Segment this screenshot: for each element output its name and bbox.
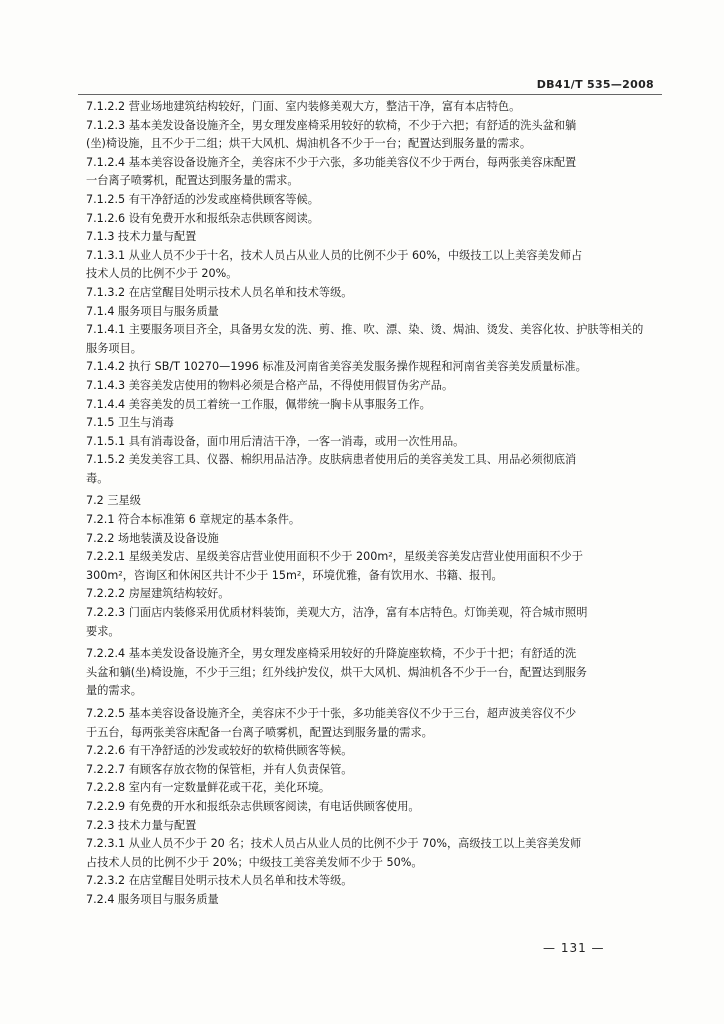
text-line: 7.1.5.1 具有消毒设备，面巾用后清洁干净，一客一消毒，或用一次性用品。 <box>86 434 465 448</box>
section-heading: 7.1.5 卫生与消毒 <box>86 416 174 430</box>
text-line: 7.1.3.1 从业人员不少于十名，技术人员占从业人员的比例不少于 60%，中级技工以上美容美发师占 <box>86 248 583 262</box>
text-line: 7.2.3.1 从业人员不少于 20 名；技术人员占从业人员的比例不少于 70%，高级技工以上美容美发师 <box>86 837 582 851</box>
text-line: 7.1.2.2 营业场地建筑结构较好，门面、室内装修美观大方，整洁干净，富有本店特色。 <box>86 100 521 113</box>
text-line: 7.2.2.7 有顾客存放衣物的保管柜，并有人负责保管。 <box>86 762 353 776</box>
text-line: 7.2.2.2 房屋建筑结构较好。 <box>86 587 230 601</box>
text-line: (坐)椅设施，且不少于二组；烘干大风机、焗油机各不少于一台；配置达到服务量的需求。 <box>86 137 532 151</box>
text-line: 7.2.2.6 有干净舒适的沙发或较好的软椅供顾客等候。 <box>86 744 353 758</box>
text-line: 7.2.2.1 星级美发店、星级美容店营业使用面积不少于 200m²，星级美容美发店营业使用面积不少于 <box>86 550 583 564</box>
document-code-header: DB41/T 535—2008 <box>536 78 654 91</box>
text-line: 7.1.5.2 美发美容工具、仪器、棉织用品洁净。皮肤病患者使用后的美容美发工具、用品必须彻底消 <box>86 453 577 467</box>
text-line: 技术人员的比例不少于 20%。 <box>86 267 238 281</box>
text-line: 要求。 <box>86 624 120 638</box>
text-line: 一台离子喷雾机，配置达到服务量的需求。 <box>86 174 299 188</box>
section-heading: 7.2 三星级 <box>86 494 141 508</box>
section-heading: 7.2.2 场地装潢及设备设施 <box>86 531 219 545</box>
text-line: 7.1.2.3 基本美发设备设施齐全，男女理发座椅采用较好的软椅，不少于六把；有舒适的洗头盆和躺 <box>86 118 577 132</box>
section-heading: 7.2.4 服务项目与服务质量 <box>86 892 219 906</box>
text-line: 7.2.2.4 基本美发设备设施齐全，男女理发座椅采用较好的升降旋座软椅，不少于十把；有舒适的洗 <box>86 647 577 661</box>
text-line: 7.2.2.9 有免费的开水和报纸杂志供顾客阅读，有电话供顾客使用。 <box>86 799 420 813</box>
text-line: 7.2.2.8 室内有一定数量鲜花或干花，美化环境。 <box>86 781 331 795</box>
text-line: 7.1.4.2 执行 SB/T 10270—1996 标准及河南省美容美发服务操作规程和河南省美容美发质量标准。 <box>86 360 587 374</box>
text-line: 7.1.4.4 美容美发的员工着统一工作服，佩带统一胸卡从事服务工作。 <box>86 397 431 411</box>
text-line: 7.1.2.6 设有免费开水和报纸杂志供顾客阅读。 <box>86 211 319 225</box>
text-line: 于五台，每两张美容床配备一台离子喷雾机，配置达到服务量的需求。 <box>86 725 433 739</box>
text-line: 占技术人员的比例不少于 20%；中级技工美容美发师不少于 50%。 <box>86 855 423 869</box>
text-line: 7.2.2.5 基本美容设备设施齐全，美容床不少于十张，多功能美容仪不少于三台，超声波美容仪不少 <box>86 707 577 720</box>
text-line: 7.2.2.3 门面店内装修采用优质材料装饰，美观大方，洁净，富有本店特色。灯饰美观，符合城市照明 <box>86 606 588 620</box>
text-line: 量的需求。 <box>86 684 142 698</box>
text-line: 7.1.2.4 基本美容设备设施齐全，美容床不少于六张，多功能美容仪不少于两台，每两张美容床配置 <box>86 155 577 169</box>
page-number: — 131 — <box>543 941 605 955</box>
text-line: 7.1.4.3 美容美发店使用的物料必须是合格产品，不得使用假冒伪劣产品。 <box>86 378 454 392</box>
section-heading: 7.1.3 技术力量与配置 <box>86 230 197 244</box>
section-heading: 7.2.3 技术力量与配置 <box>86 818 197 832</box>
text-line: 毒。 <box>86 471 109 485</box>
text-line: 7.1.2.5 有干净舒适的沙发或座椅供顾客等候。 <box>86 192 319 206</box>
text-line: 7.2.3.2 在店堂醒目处明示技术人员名单和技术等级。 <box>86 874 353 888</box>
header-rule <box>78 94 662 95</box>
text-line: 7.1.3.2 在店堂醒目处明示技术人员名单和技术等级。 <box>86 285 353 299</box>
text-line: 7.1.4.1 主要服务项目齐全，具备男女发的洗、剪、推、吹、漂、染、烫、焗油、烫发、美容化妆、护肤等相关的 <box>86 323 644 337</box>
section-heading: 7.1.4 服务项目与服务质量 <box>86 304 219 318</box>
document-body <box>86 98 648 910</box>
text-line: 300m²，咨询区和休闲区共计不少于 15m²，环境优雅，备有饮用水、书籍、报刊。 <box>86 568 503 582</box>
text-line: 头盆和躺(坐)椅设施，不少于三组；红外线护发仪，烘干大风机、焗油机各不少于一台，配置达到服务 <box>86 665 587 679</box>
text-line: 7.2.1 符合本标准第 6 章规定的基本条件。 <box>86 513 301 527</box>
text-line: 服务项目。 <box>86 341 142 355</box>
